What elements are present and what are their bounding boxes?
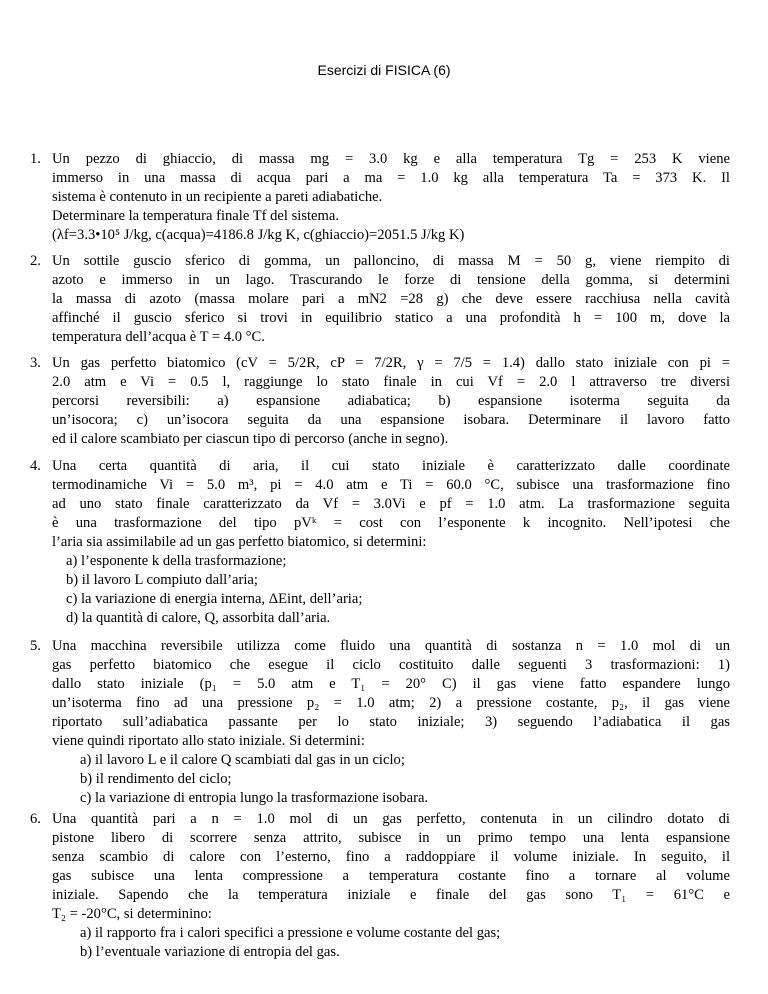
sub-question: a) il rapporto fra i calori specifici a pressione e volume costante del gas; xyxy=(80,925,501,941)
sub-question: a) il lavoro L e il calore Q scambiati dal gas in un ciclo; xyxy=(80,752,405,768)
problem-line: l’aria sia assimilabile ad un gas perfetto biatomico, si determini: xyxy=(52,534,427,550)
problem-2 xyxy=(30,252,730,347)
problem-line: Un pezzo di ghiaccio, di massa mg = 3.0 kg e alla temperatura Tg = 253 K viene xyxy=(52,151,730,167)
problem-1 xyxy=(30,150,730,245)
sub-question: d) la quantità di calore, Q, assorbita dall’aria. xyxy=(66,610,331,626)
problem-text xyxy=(52,252,730,347)
sub-question: c) la variazione di energia interna, ΔEint, dell’aria; xyxy=(66,591,363,607)
problem-line: senza scambio di calore con l’esterno, fino a raddoppiare il volume iniziale. In seguito, il xyxy=(52,849,730,865)
problem-text xyxy=(52,150,730,245)
problem-line: Una quantità pari a n = 1.0 mol di un gas perfetto, contenuta in un cilindro dotato di xyxy=(52,811,730,827)
problem-line: T₂ = -20°C, si determinino: xyxy=(52,906,212,922)
problem-line: immerso in una massa di acqua pari a ma = 1.0 kg alla temperatura Ta = 373 K. Il xyxy=(52,170,730,186)
problem-number: 6. xyxy=(30,811,41,827)
problem-line: un’isoterma fino ad una pressione p₂ = 1.0 atm; 2) a pressione costante, p₂, il gas viene xyxy=(52,695,730,711)
problem-line: dallo stato iniziale (p₁ = 5.0 atm e T₁ = 20° C) il gas viene fatto espandere lungo xyxy=(52,676,730,692)
problem-number: 2. xyxy=(30,253,41,269)
problem-4 xyxy=(30,457,730,628)
sub-question-list xyxy=(52,552,730,628)
sub-question: a) l’esponente k della trasformazione; xyxy=(66,553,287,569)
problem-text xyxy=(52,354,730,449)
sub-question: c) la variazione di entropia lungo la trasformazione isobara. xyxy=(80,790,429,806)
problem-line: affinché il guscio sferico si trovi in equilibrio statico a una profondità h = 100 m, dove la xyxy=(52,310,730,326)
problem-line: Un sottile guscio sferico di gomma, un palloncino, di massa M = 50 g, viene riempito di xyxy=(52,253,730,269)
problem-line: riportato sull’adiabatica passante per lo stato iniziale; 3) seguendo l’adiabatica il gas xyxy=(52,714,730,730)
sub-question: b) il lavoro L compiuto dall’aria; xyxy=(66,572,258,588)
sub-question-list xyxy=(52,751,730,808)
problem-line: gas subisce una lenta compressione a temperatura costante fino a tornare al volume xyxy=(52,868,730,884)
page-title: Esercizi di FISICA (6) xyxy=(317,62,451,78)
problem-line: ad uno stato finale caratterizzato da Vf = 3.0Vi e pf = 1.0 atm. La trasformazione seguita xyxy=(52,496,730,512)
problem-line: temperatura dell’acqua è T = 4.0 °C. xyxy=(52,329,265,345)
problem-number: 3. xyxy=(30,355,41,371)
problem-line: viene quindi riportato allo stato iniziale. Si determini: xyxy=(52,733,365,749)
problem-text xyxy=(52,810,730,962)
problem-3 xyxy=(30,354,730,449)
problem-number: 4. xyxy=(30,458,41,474)
sub-question: b) l’eventuale variazione di entropia del gas. xyxy=(80,944,340,960)
problem-line: termodinamiche Vi = 5.0 m³, pi = 4.0 atm e Ti = 60.0 °C, subisce una trasformazione fino xyxy=(52,477,730,493)
problem-line: 2.0 atm e Vi = 0.5 l, raggiunge lo stato finale in cui Vf = 2.0 l attraverso tre diversi xyxy=(52,374,730,390)
problem-5 xyxy=(30,637,730,808)
problem-text xyxy=(52,457,730,628)
sub-question: b) il rendimento del ciclo; xyxy=(80,771,232,787)
problem-line: Determinare la temperatura finale Tf del sistema. xyxy=(52,208,340,224)
problem-number: 5. xyxy=(30,638,41,654)
problem-line: Una macchina reversibile utilizza come fluido una quantità di sostanza n = 1.0 mol di un xyxy=(52,638,730,654)
sub-question-list xyxy=(52,924,730,962)
problem-line: Un gas perfetto biatomico (cV = 5/2R, cP = 7/2R, γ = 7/5 = 1.4) dallo stato iniziale con pi = xyxy=(52,355,730,371)
problem-line: Una certa quantità di aria, il cui stato iniziale è caratterizzato dalle coordinate xyxy=(52,458,730,474)
problem-line: è una trasformazione del tipo pVᵏ = cost con l’esponente k incognito. Nell’ipotesi che xyxy=(52,515,730,531)
problem-line: la massa di azoto (massa molare pari a mN2 =28 g) che deve essere racchiusa nella cavità xyxy=(52,291,730,307)
problem-line: sistema è contenuto in un recipiente a pareti adiabatiche. xyxy=(52,189,383,205)
problem-line: azoto e immerso in un lago. Trascurando le forze di tensione della gomma, si determini xyxy=(52,272,730,288)
problem-line: iniziale. Sapendo che la temperatura iniziale e finale del gas sono T₁ = 61°C e xyxy=(52,887,730,903)
problem-line: percorsi reversibili: a) espansione adiabatica; b) espansione isoterma seguita da xyxy=(52,393,730,409)
problem-line: ed il calore scambiato per ciascun tipo di percorso (anche in segno). xyxy=(52,431,449,447)
problem-line: (λf=3.3•10⁵ J/kg, c(acqua)=4186.8 J/kg K, c(ghiaccio)=2051.5 J/kg K) xyxy=(52,227,465,243)
problem-number: 1. xyxy=(30,151,41,167)
problem-line: un’isocora; c) un’isocora seguita da una espansione isobara. Determinare il lavoro fatto xyxy=(52,412,730,428)
problem-line: gas perfetto biatomico che esegue il ciclo costituito dalle seguenti 3 trasformazioni: 1) xyxy=(52,657,730,673)
problem-line: pistone libero di scorrere senza attrito, subisce in un primo tempo una lenta espansione xyxy=(52,830,730,846)
problem-text xyxy=(52,637,730,808)
problem-6 xyxy=(30,810,730,962)
